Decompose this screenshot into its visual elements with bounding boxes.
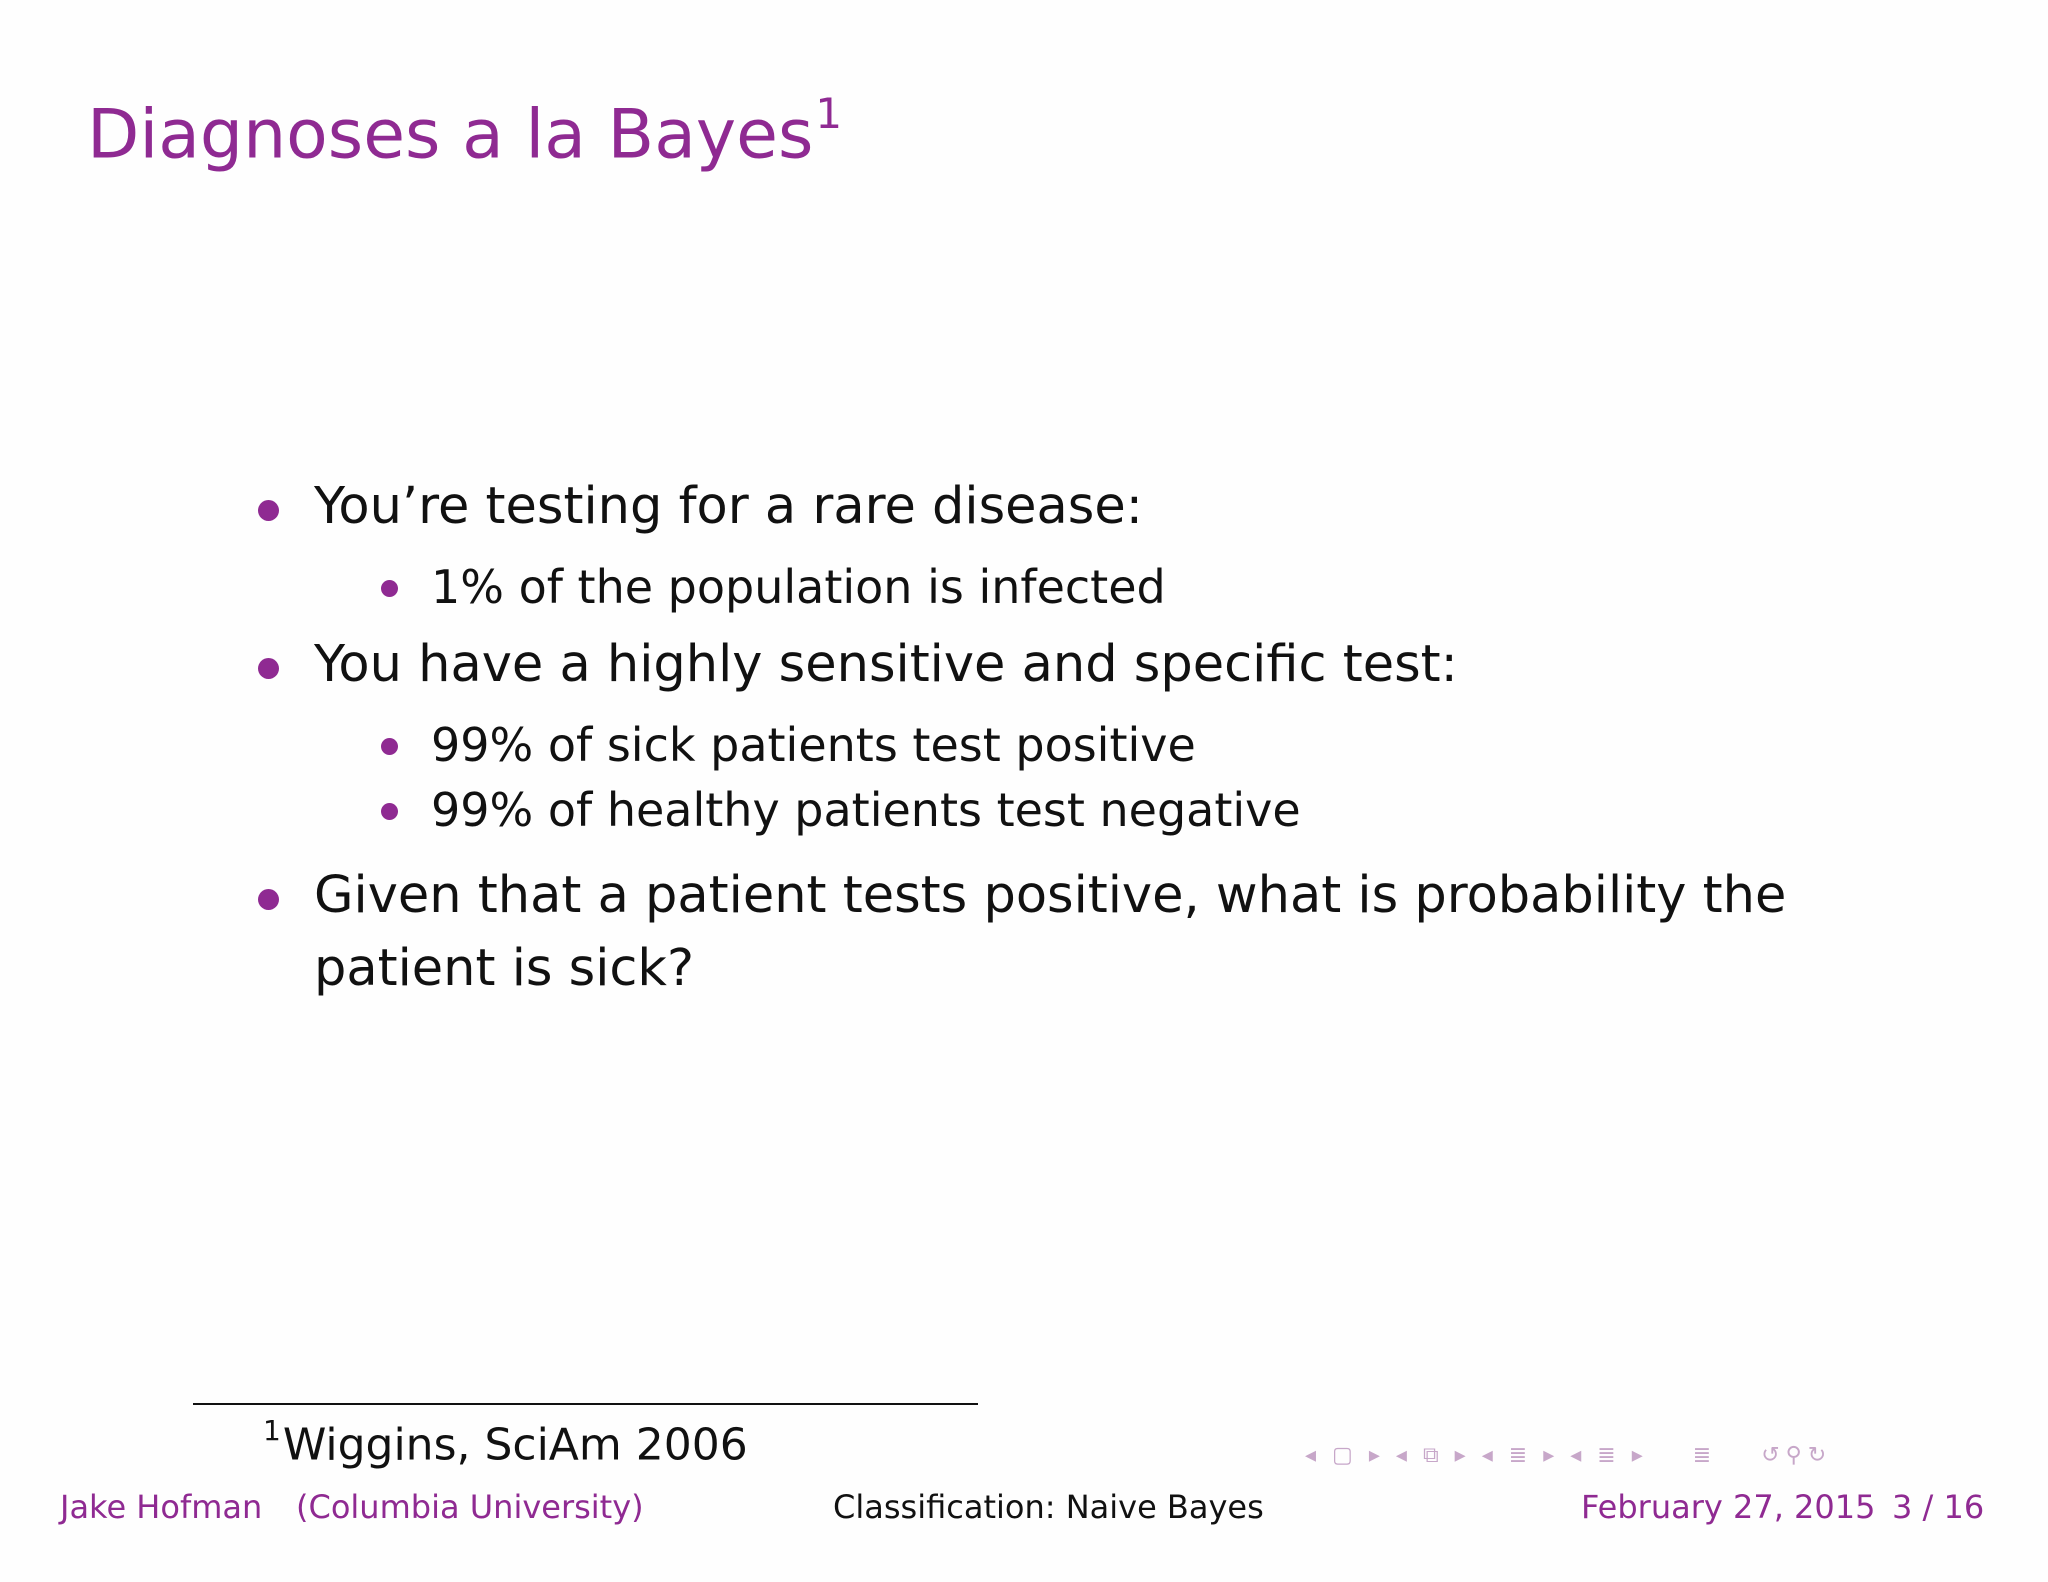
bullet-marker	[258, 658, 279, 679]
redo-icon[interactable]: ↻	[1807, 1442, 1827, 1468]
sub-bullet-item: 99% of healthy patients test negative	[431, 783, 1301, 837]
footer-talk-title: Classification: Naive Bayes	[833, 1488, 1264, 1526]
prev-arrow-icon[interactable]: ◂	[1570, 1442, 1582, 1468]
bullet-item: Given that a patient tests positive, what is probability the	[314, 866, 1787, 925]
footnote	[263, 1414, 748, 1471]
next-arrow-icon[interactable]: ▸	[1454, 1442, 1466, 1468]
next-arrow-icon[interactable]: ▸	[1368, 1442, 1380, 1468]
footnote-text: Wiggins, SciAm 2006	[282, 1419, 748, 1471]
bullet-item: You have a highly sensitive and specific test:	[314, 635, 1458, 694]
footnote-rule	[193, 1403, 978, 1405]
footer-date: February 27, 2015	[1581, 1488, 1876, 1526]
bullet-marker	[258, 889, 279, 910]
sub-bullet-marker	[381, 738, 398, 755]
next-arrow-icon[interactable]: ▸	[1543, 1442, 1555, 1468]
title-footnote-mark: 1	[815, 89, 843, 138]
slide-title-text: Diagnoses a la Bayes	[87, 95, 814, 175]
next-arrow-icon[interactable]: ▸	[1631, 1442, 1643, 1468]
bullet-item: You’re testing for a rare disease:	[314, 477, 1143, 536]
prev-arrow-icon[interactable]: ◂	[1481, 1442, 1493, 1468]
footer-author: Jake Hofman	[60, 1488, 263, 1526]
prev-arrow-icon[interactable]: ◂	[1305, 1442, 1317, 1468]
bullet-item-continuation: patient is sick?	[314, 939, 695, 998]
section-icon[interactable]: ≣	[1508, 1442, 1528, 1468]
presentation-icon[interactable]: ≣	[1597, 1442, 1616, 1468]
frame-icon[interactable]: ▢	[1332, 1442, 1353, 1468]
sub-bullet-marker	[381, 580, 398, 597]
search-icon[interactable]: ⚲	[1785, 1442, 1802, 1468]
undo-icon[interactable]: ↺	[1761, 1442, 1780, 1468]
subsection-icon[interactable]: ⧉	[1422, 1442, 1439, 1468]
document-icon[interactable]: ≣	[1692, 1442, 1712, 1468]
bullet-marker	[258, 500, 279, 521]
footer-affiliation: (Columbia University)	[296, 1488, 644, 1526]
slide-title	[87, 89, 843, 175]
footer-page-number: 3 / 16	[1892, 1488, 1985, 1526]
prev-arrow-icon[interactable]: ◂	[1395, 1442, 1407, 1468]
beamer-navigation	[1305, 1440, 1826, 1470]
sub-bullet-item: 1% of the population is infected	[431, 560, 1166, 614]
sub-bullet-item: 99% of sick patients test positive	[431, 718, 1196, 772]
footnote-mark: 1	[263, 1414, 281, 1447]
sub-bullet-marker	[381, 803, 398, 820]
